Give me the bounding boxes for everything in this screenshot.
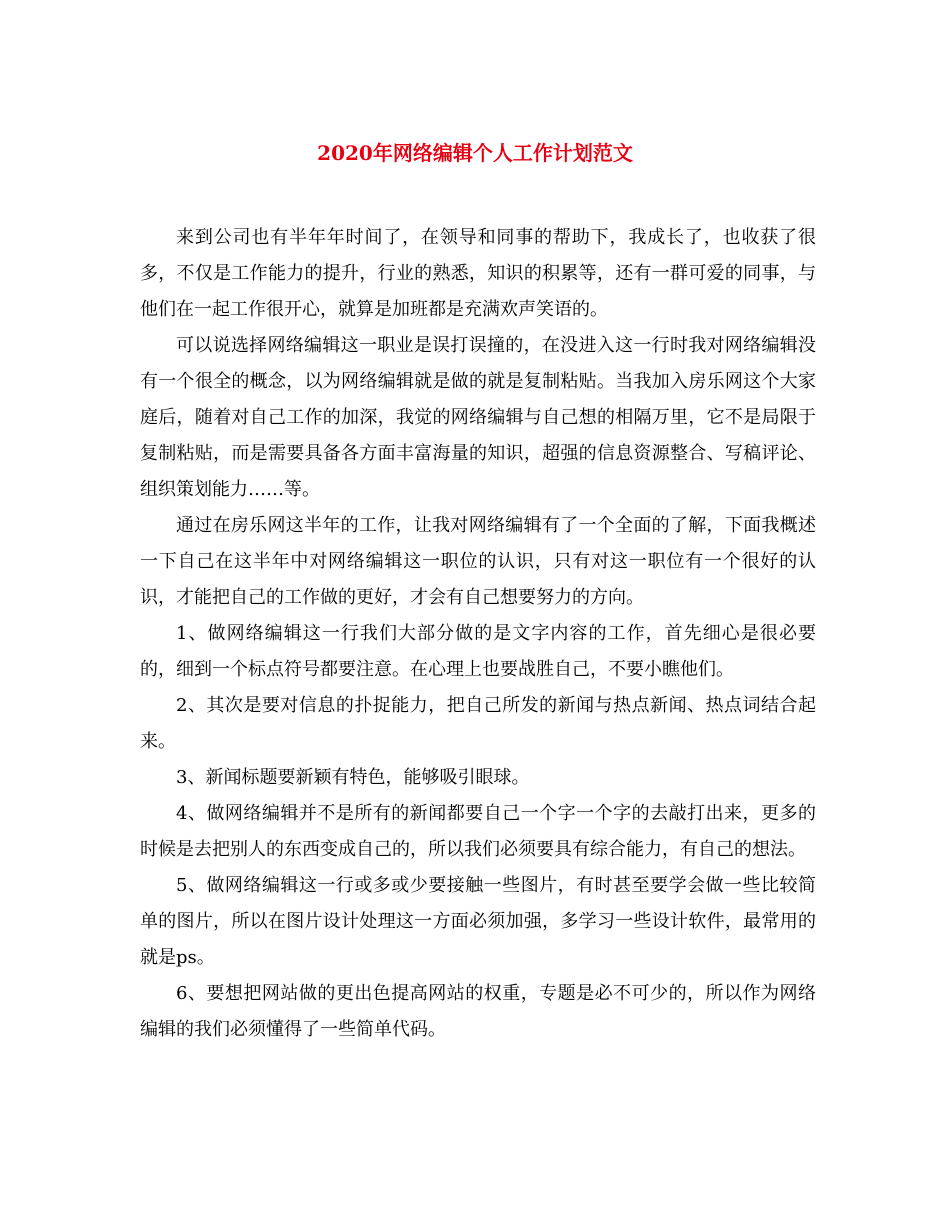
- document-title: 2020年网络编辑个人工作计划范文: [317, 141, 633, 165]
- paragraph-2: 可以说选择网络编辑这一职业是误打误撞的，在没进入这一行时我对网络编辑没有一个很全的概念，以为网络编辑就是做的就是复制粘贴。当我加入房乐网这个大家庭后，随着对自己工作的加深，我觉的网络编辑与自己想的相隔万里，它不是局限于复制粘贴，而是需要具备各方面丰富海量的知识，超强的信息资源整合、写稿评论、组织策划能力……等。: [140, 335, 816, 500]
- paragraph-6: 3、新闻标题要新颖有特色，能够吸引眼球。: [176, 767, 530, 788]
- paragraph-1: 来到公司也有半年年时间了，在领导和同事的帮助下，我成长了，也收获了很多，不仅是工作能力的提升，行业的熟悉，知识的积累等，还有一群可爱的同事，与他们在一起工作很开心，就算是加班都是充满欢声笑语的。: [140, 227, 816, 320]
- paragraph-7: 4、做网络编辑并不是所有的新闻都要自己一个字一个字的去敲打出来，更多的时候是去把别人的东西变成自己的，所以我们必须要具有综合能力，有自己的想法。: [140, 803, 816, 860]
- paragraph-9: 6、要想把网站做的更出色提高网站的权重，专题是必不可少的，所以作为网络编辑的我们必须懂得了一些简单代码。: [140, 983, 816, 1040]
- paragraph-8: 5、做网络编辑这一行或多或少要接触一些图片，有时甚至要学会做一些比较简单的图片，所以在图片设计处理这一方面必须加强，多学习一些设计软件，最常用的就是ps。: [140, 875, 816, 968]
- paragraph-3: 通过在房乐网这半年的工作，让我对网络编辑有了一个全面的了解，下面我概述一下自己在这半年中对网络编辑这一职位的认识，只有对这一职位有一个很好的认识，才能把自己的工作做的更好，才会有自己想要努力的方向。: [140, 515, 816, 608]
- document-body: [140, 220, 816, 1048]
- paragraph-5: 2、其次是要对信息的扑捉能力，把自己所发的新闻与热点新闻、热点词结合起来。: [140, 695, 816, 752]
- paragraph-4: 1、做网络编辑这一行我们大部分做的是文字内容的工作，首先细心是很必要的，细到一个标点符号都要注意。在心理上也要战胜自己，不要小瞧他们。: [140, 623, 816, 680]
